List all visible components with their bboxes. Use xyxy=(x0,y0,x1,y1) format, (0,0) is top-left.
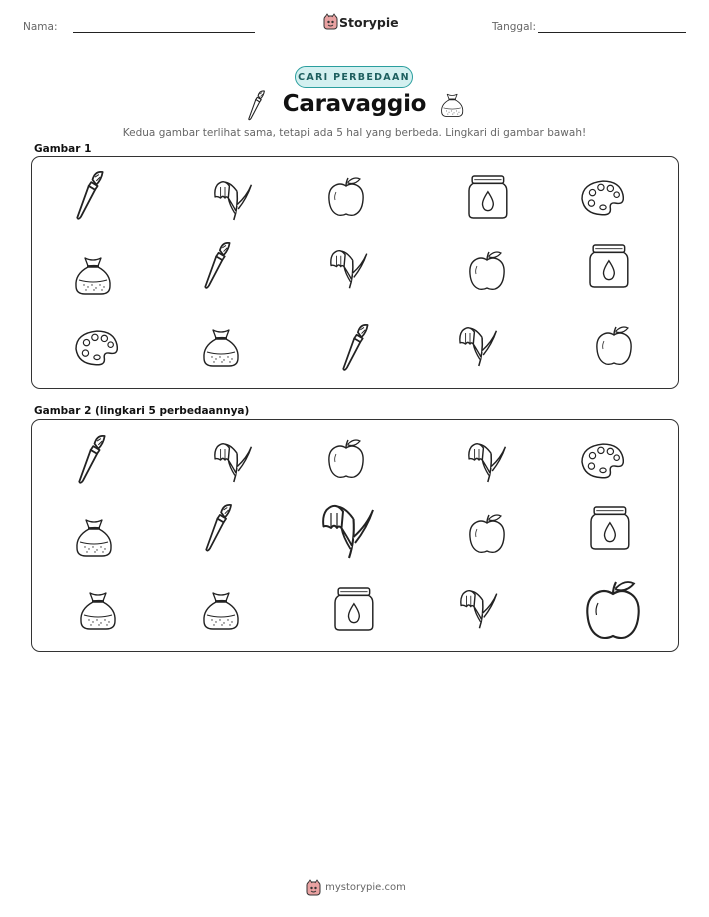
pouch-icon xyxy=(203,328,239,368)
brush-icon[interactable] xyxy=(205,505,235,553)
footer-url[interactable]: mystorypie.com xyxy=(325,882,406,893)
brush-icon xyxy=(342,325,372,371)
brush-icon[interactable] xyxy=(78,436,110,484)
instructions: Kedua gambar terlihat sama, tetapi ada 5 hal yang berbeda. Lingkari di gambar bawah! xyxy=(122,127,587,139)
flower-icon[interactable] xyxy=(468,438,506,482)
pouch-icon[interactable] xyxy=(80,591,116,631)
activity-badge: CARI PERBEDAAN xyxy=(295,66,413,88)
palette-icon xyxy=(582,180,624,216)
section2-label: Gambar 2 (lingkari 5 perbedaannya) xyxy=(34,405,250,417)
flower-icon[interactable] xyxy=(214,438,252,482)
date-label: Tanggal: xyxy=(492,21,536,33)
apple-icon xyxy=(596,327,634,367)
page-title: Caravaggio xyxy=(282,91,427,117)
title-brush-icon xyxy=(248,91,266,121)
pouch-icon[interactable] xyxy=(203,591,239,631)
flower-icon xyxy=(459,322,497,366)
apple-icon xyxy=(469,252,507,292)
brush-icon xyxy=(76,172,110,220)
apple-icon[interactable] xyxy=(586,582,642,642)
pouch-icon xyxy=(75,256,111,296)
jar-icon[interactable] xyxy=(591,507,627,549)
jar-icon xyxy=(469,176,505,218)
pouch-icon[interactable] xyxy=(76,518,112,558)
flower-icon[interactable] xyxy=(460,585,496,629)
title-pouch-icon xyxy=(441,93,463,119)
brush-icon xyxy=(204,243,234,289)
palette-icon[interactable] xyxy=(582,443,624,479)
section1-label: Gambar 1 xyxy=(34,143,92,155)
apple-icon[interactable] xyxy=(328,440,366,480)
date-field[interactable] xyxy=(538,32,686,33)
apple-icon[interactable] xyxy=(469,515,507,555)
apple-icon xyxy=(328,178,366,218)
flower-icon[interactable] xyxy=(322,498,374,558)
name-label: Nama: xyxy=(23,21,58,33)
jar-icon xyxy=(590,245,626,287)
name-field[interactable] xyxy=(73,32,255,33)
flower-icon xyxy=(330,245,366,289)
brand-name: Storypie xyxy=(339,15,399,30)
palette-icon xyxy=(76,330,118,366)
jar-icon[interactable] xyxy=(335,588,371,630)
flower-icon xyxy=(214,176,252,220)
storypie-logo-icon xyxy=(323,14,338,30)
